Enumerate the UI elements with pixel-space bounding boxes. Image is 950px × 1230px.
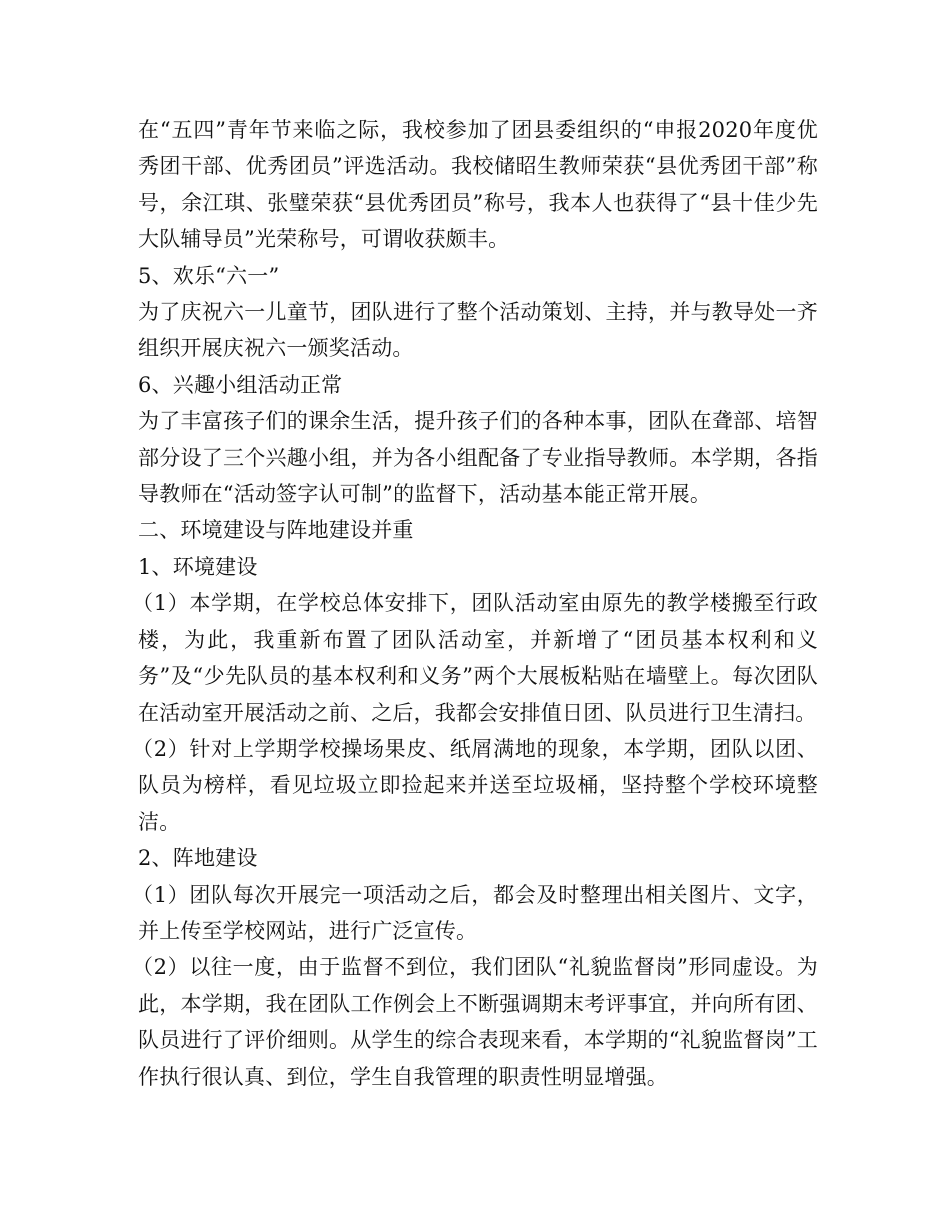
heading-interest-groups: 6、兴趣小组活动正常 — [138, 372, 343, 397]
paragraph-interest-groups: 为了丰富孩子们的课余生活，提升孩子们的各种本事，团队在聋部、培智部分设了三个兴趣小组，并为各小组配备了专业指导教师。本学期，各指导教师在“活动签字认可制”的监督下，活动基本能正常开展。 — [138, 409, 818, 507]
heading-section-two: 二、环境建设与阵地建设并重 — [138, 518, 414, 543]
paragraph-environment-2: （2）针对上学期学校操场果皮、纸屑满地的现象，本学期，团队以团、队员为榜样，看见垃圾立即捡起来并送至垃圾桶，坚持整个学校环境整洁。 — [132, 736, 818, 834]
paragraph-childrens-day: 为了庆祝六一儿童节，团队进行了整个活动策划、主持，并与教导处一齐组织开展庆祝六一颁奖活动。 — [138, 300, 818, 361]
paragraph-position-2: （2）以往一度，由于监督不到位，我们团队“礼貌监督岗”形同虚设。为此，本学期，我在团队工作例会上不断强调期末考评事宜，并向所有团、队员进行了评价细则。从学生的综合表现来看，本学期的“礼貌监督岗”工作执行很认真、到位，学生自我管理的职责性明显增强。 — [132, 955, 818, 1089]
paragraph-position-1: （1）团队每次开展完一项活动之后，都会及时整理出相关图片、文字，并上传至学校网站，进行广泛宣传。 — [132, 882, 818, 943]
paragraph-youth-day: 在“五四”青年节来临之际，我校参加了团县委组织的“申报2020年度优秀团干部、优秀团员”评选活动。我校储昭生教师荣获“县优秀团干部”称号，余江琪、张璧荣获“县优秀团员”称号，我本人也获得了“县十佳少先大队辅导员”光荣称号，可谓收获颇丰。 — [138, 118, 818, 252]
document-body — [132, 112, 818, 1095]
heading-childrens-day: 5、欢乐“六一” — [138, 263, 280, 288]
heading-environment: 1、环境建设 — [138, 554, 258, 579]
paragraph-environment-1: （1）本学期，在学校总体安排下，团队活动室由原先的教学楼搬至行政楼，为此，我重新布置了团队活动室，并新增了“团员基本权利和义务”及“少先队员的基本权利和义务”两个大展板粘贴在墙壁上。每次团队在活动室开展活动之前、之后，我都会安排值日团、队员进行卫生清扫。 — [132, 591, 818, 725]
heading-position: 2、阵地建设 — [138, 846, 258, 871]
